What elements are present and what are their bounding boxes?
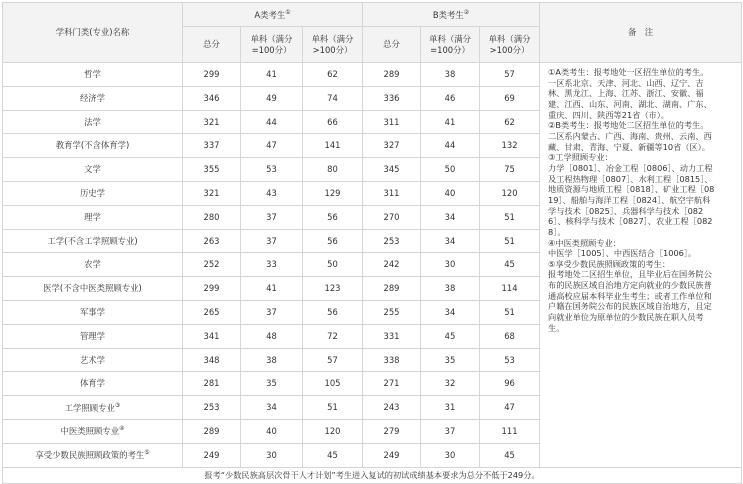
category-name: 法学 [84, 116, 101, 127]
b-single-100-header: 单科（满分=100分） [421, 27, 480, 63]
category-cell [3, 396, 183, 420]
score-cell-a-total: 355 [183, 158, 241, 182]
a-total-header: 总分 [183, 27, 241, 63]
score-cell-b-s2: 51 [480, 229, 540, 253]
score-cell-a-total: 289 [183, 419, 241, 443]
category-name: 农学 [84, 259, 101, 270]
group-b-header [363, 3, 540, 27]
score-cell-a-s2: 56 [303, 229, 363, 253]
score-cell-b-s1: 34 [421, 300, 480, 324]
category-name: 医学(不含中医类照顾专业) [43, 283, 142, 294]
score-table [2, 2, 742, 484]
score-cell-a-total: 341 [183, 324, 241, 348]
category-cell [3, 324, 183, 348]
score-cell-a-total: 321 [183, 110, 241, 134]
score-cell-a-s2: 129 [303, 181, 363, 205]
category-cell [3, 86, 183, 110]
score-cell-a-s1: 38 [241, 348, 303, 372]
category-name: 艺术学 [79, 354, 106, 365]
category-cell [3, 443, 183, 467]
remarks-line: 重庆、四川、陕西等21省（市）。 [548, 109, 669, 120]
score-cell-a-s1: 37 [241, 300, 303, 324]
remarks-line: 布的民族区域自治地方定向就业的少数民族普 [548, 280, 712, 291]
score-cell-b-total: 331 [363, 324, 421, 348]
score-cell-a-s2: 56 [303, 205, 363, 229]
remarks-line: 建、江西、山东、河南、湖北、湖南、广东、 [548, 98, 712, 109]
score-cell-a-total: 299 [183, 277, 241, 301]
score-cell-a-s2: 123 [303, 277, 363, 301]
score-table-container [2, 2, 741, 484]
score-cell-b-s2: 45 [480, 253, 540, 277]
category-mark: ④ [119, 425, 125, 433]
score-cell-b-total: 255 [363, 300, 421, 324]
score-cell-b-s2: 47 [480, 396, 540, 420]
remarks-line: 藏、甘肃、青海、宁夏、新疆等10省（区）。 [548, 141, 710, 152]
score-cell-a-s2: 66 [303, 110, 363, 134]
score-cell-a-s1: 43 [241, 181, 303, 205]
category-name: 体育学 [79, 378, 106, 389]
score-cell-b-s2: 132 [480, 134, 540, 158]
score-cell-b-total: 249 [363, 443, 421, 467]
category-cell [3, 205, 183, 229]
score-cell-a-s2: 62 [303, 63, 363, 87]
score-cell-b-s2: 114 [480, 277, 540, 301]
category-name: 哲学 [84, 68, 101, 79]
category-cell [3, 419, 183, 443]
category-cell [3, 110, 183, 134]
a-single-100-header: 单科（满分=100分） [241, 27, 303, 63]
score-cell-a-s1: 34 [241, 396, 303, 420]
remarks-line: 户籍在国务院公布的民族区域自治地方，且定 [548, 301, 712, 312]
remarks-line: 一区系北京、天津、河北、山西、辽宁、吉 [548, 77, 704, 88]
score-cell-b-total: 327 [363, 134, 421, 158]
score-cell-a-s1: 40 [241, 419, 303, 443]
score-cell-a-total: 249 [183, 443, 241, 467]
score-cell-a-s1: 35 [241, 372, 303, 396]
score-cell-b-s2: 51 [480, 205, 540, 229]
score-cell-a-s2: 57 [303, 348, 363, 372]
score-cell-a-s1: 30 [241, 443, 303, 467]
score-cell-b-s1: 30 [421, 443, 480, 467]
a-single-over100-header: 单科（满分>100分） [303, 27, 363, 63]
score-cell-b-total: 243 [363, 396, 421, 420]
score-cell-b-total: 311 [363, 110, 421, 134]
remarks-line: 生。 [548, 322, 565, 333]
score-cell-a-s2: 80 [303, 158, 363, 182]
score-table-body [3, 63, 742, 468]
category-mark: ⑤ [144, 449, 150, 457]
category-name: 文学 [84, 164, 101, 175]
group-a-header [183, 3, 363, 27]
score-cell-b-s1: 35 [421, 348, 480, 372]
score-cell-a-total: 253 [183, 396, 241, 420]
remarks-column-header: 备 注 [540, 3, 742, 63]
score-cell-b-s2: 75 [480, 158, 540, 182]
category-cell [3, 300, 183, 324]
remarks-line: 地质资源与地质工程［0818］、矿业工程［08 [548, 184, 715, 195]
score-cell-b-total: 242 [363, 253, 421, 277]
group-b-label: B类考生 [432, 9, 464, 20]
score-cell-b-total: 345 [363, 158, 421, 182]
group-a-label: A类考生 [254, 9, 286, 20]
category-cell [3, 181, 183, 205]
score-cell-b-total: 270 [363, 205, 421, 229]
score-cell-b-s1: 40 [421, 181, 480, 205]
remarks-line: 中医学［1005］、中西医结合［1006］。 [548, 248, 697, 259]
remarks-line: ①A类考生：报考地处一区招生单位的考生。 [548, 67, 709, 77]
category-name: 历史学 [79, 187, 106, 198]
score-cell-a-total: 337 [183, 134, 241, 158]
remarks-line: 6］、核科学与技术［0827］、农业工程［082 [548, 216, 713, 227]
category-name: 理学 [84, 211, 101, 222]
score-cell-a-total: 252 [183, 253, 241, 277]
score-cell-b-total: 253 [363, 229, 421, 253]
score-cell-b-s2: 45 [480, 443, 540, 467]
category-column-header: 学科门类(专业)名称 [3, 3, 183, 63]
score-cell-b-s2: 111 [480, 419, 540, 443]
score-cell-b-s2: 51 [480, 300, 540, 324]
score-cell-b-s1: 31 [421, 396, 480, 420]
score-cell-a-s1: 44 [241, 110, 303, 134]
category-cell [3, 158, 183, 182]
score-cell-b-s2: 57 [480, 63, 540, 87]
category-cell [3, 348, 183, 372]
score-cell-a-s1: 33 [241, 253, 303, 277]
score-cell-a-total: 265 [183, 300, 241, 324]
remarks-line: 通高校应届本科毕业生考生；或者工作单位和 [548, 290, 712, 301]
score-cell-a-s1: 53 [241, 158, 303, 182]
category-name: 工学照顾专业 [64, 402, 115, 413]
remarks-line: ③工学照顾专业： [548, 152, 613, 163]
remarks-line: 二区系内蒙古、广西、海南、贵州、云南、西 [548, 130, 712, 141]
score-cell-a-s1: 37 [241, 229, 303, 253]
remarks-line: 19］、船舶与海洋工程［0824］、航空宇航科 [548, 194, 711, 205]
score-cell-a-s2: 51 [303, 396, 363, 420]
score-cell-a-total: 321 [183, 181, 241, 205]
category-mark: ③ [114, 401, 121, 409]
score-cell-b-total: 311 [363, 181, 421, 205]
score-cell-a-s2: 141 [303, 134, 363, 158]
score-cell-a-s2: 50 [303, 253, 363, 277]
category-cell [3, 253, 183, 277]
score-cell-a-s2: 120 [303, 419, 363, 443]
score-cell-b-s1: 38 [421, 63, 480, 87]
score-cell-b-total: 279 [363, 419, 421, 443]
score-cell-a-s1: 48 [241, 324, 303, 348]
score-cell-b-total: 289 [363, 63, 421, 87]
b-single-over100-header: 单科（满分>100分） [480, 27, 540, 63]
score-cell-a-s1: 37 [241, 205, 303, 229]
category-name: 享受少数民族照顾政策的考生 [35, 450, 145, 461]
remarks-line: 报考地处二区招生单位，且毕业后在国务院公 [548, 269, 712, 280]
score-cell-b-s2: 68 [480, 324, 540, 348]
score-cell-a-s1: 47 [241, 134, 303, 158]
score-cell-a-s2: 105 [303, 372, 363, 396]
category-name: 工学(不含工学照顾专业) [47, 235, 138, 246]
category-name: 教育学(不含体育学) [55, 140, 130, 151]
category-cell [3, 372, 183, 396]
score-cell-a-total: 280 [183, 205, 241, 229]
category-name: 管理学 [79, 330, 106, 341]
score-cell-b-s2: 120 [480, 181, 540, 205]
score-cell-b-s1: 45 [421, 324, 480, 348]
score-cell-a-total: 263 [183, 229, 241, 253]
remarks-cell [540, 63, 742, 468]
remarks-line: 向就业单位为原单位的少数民族在职人员考 [548, 312, 704, 323]
score-cell-b-s2: 62 [480, 110, 540, 134]
score-cell-b-s2: 69 [480, 86, 540, 110]
score-cell-b-s1: 32 [421, 372, 480, 396]
score-cell-a-s1: 41 [241, 63, 303, 87]
score-cell-a-s1: 41 [241, 277, 303, 301]
table-row [3, 63, 742, 87]
score-cell-a-s2: 56 [303, 300, 363, 324]
score-cell-b-s1: 37 [421, 419, 480, 443]
score-cell-b-s1: 46 [421, 86, 480, 110]
category-name: 军事学 [79, 306, 106, 317]
remarks-line: ⑤享受少数民族照顾政策的考生： [548, 258, 671, 269]
remarks-line: ②B类考生：报考地处二区招生单位的考生。 [548, 120, 709, 131]
remarks-line: 学与技术［0825］、兵器科学与技术［082 [548, 205, 704, 216]
group-b-mark: ② [463, 8, 470, 16]
remarks-line: 林、黑龙江、上海、江苏、浙江、安徽、福 [548, 88, 704, 99]
score-cell-b-s2: 96 [480, 372, 540, 396]
score-cell-b-total: 271 [363, 372, 421, 396]
score-cell-b-s1: 34 [421, 205, 480, 229]
category-cell [3, 134, 183, 158]
score-cell-a-total: 299 [183, 63, 241, 87]
score-cell-b-s1: 50 [421, 158, 480, 182]
score-cell-a-total: 346 [183, 86, 241, 110]
score-cell-a-s2: 74 [303, 86, 363, 110]
score-cell-a-s1: 49 [241, 86, 303, 110]
category-name: 中医类照顾专业 [60, 426, 120, 437]
category-cell [3, 277, 183, 301]
category-cell [3, 229, 183, 253]
score-cell-b-total: 338 [363, 348, 421, 372]
category-name: 经济学 [79, 92, 106, 103]
score-cell-b-s1: 38 [421, 277, 480, 301]
category-cell [3, 63, 183, 87]
score-cell-b-total: 289 [363, 277, 421, 301]
score-cell-a-total: 281 [183, 372, 241, 396]
score-cell-b-total: 336 [363, 86, 421, 110]
score-cell-b-s1: 44 [421, 134, 480, 158]
remarks-line: ④中医类照顾专业： [548, 237, 621, 248]
remarks-line: 力学［0801］、冶金工程［0806］、动力工程 [548, 162, 713, 173]
score-cell-b-s1: 41 [421, 110, 480, 134]
score-cell-a-s2: 72 [303, 324, 363, 348]
footnote: 报考“少数民族高层次骨干人才计划”考生进入复试的初试成绩基本要求为总分不低于249分。 [3, 467, 742, 483]
score-cell-b-s1: 34 [421, 229, 480, 253]
score-cell-a-total: 348 [183, 348, 241, 372]
remarks-line: 8］。 [548, 226, 566, 237]
group-a-mark: ① [285, 8, 291, 16]
score-cell-b-s2: 53 [480, 348, 540, 372]
b-total-header: 总分 [363, 27, 421, 63]
score-cell-b-s1: 30 [421, 253, 480, 277]
remarks-line: 及工程热物理［0807］、水利工程［0815］、 [548, 173, 713, 184]
score-cell-a-s2: 45 [303, 443, 363, 467]
